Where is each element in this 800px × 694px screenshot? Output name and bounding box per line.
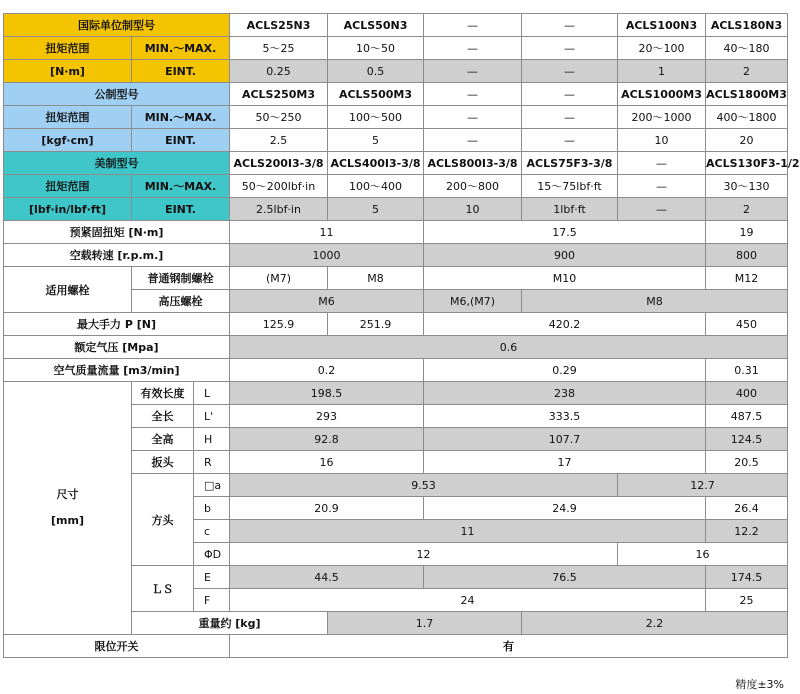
table-cell: 124.5 — [706, 428, 788, 451]
table-cell: 293 — [230, 405, 424, 428]
table-cell: 5 — [328, 129, 424, 152]
table-cell: 12.7 — [618, 474, 788, 497]
table-cell: 10 — [424, 198, 522, 221]
table-cell: 100～400 — [328, 175, 424, 198]
table-cell: 1000 — [230, 244, 424, 267]
table-cell: b — [194, 497, 230, 520]
table-cell: 50～250 — [230, 106, 328, 129]
table-cell: E — [194, 566, 230, 589]
table-cell: 10～50 — [328, 37, 424, 60]
table-cell: 重量约 [kg] — [132, 612, 328, 635]
table-row — [4, 37, 788, 60]
table-cell: 适用螺栓 — [4, 267, 132, 313]
table-cell: 12 — [230, 543, 618, 566]
table-cell: ACLS250M3 — [230, 83, 328, 106]
table-cell: 30～130 — [706, 175, 788, 198]
table-row — [4, 106, 788, 129]
table-cell: 11 — [230, 520, 706, 543]
table-cell: ACLS500M3 — [328, 83, 424, 106]
table-cell: 20～100 — [618, 37, 706, 60]
table-cell: ACLS400I3-3/8 — [328, 152, 424, 175]
table-cell: — — [424, 106, 522, 129]
table-cell: ACLS200I3-3/8 — [230, 152, 328, 175]
table-cell: — — [424, 14, 522, 37]
table-row — [4, 14, 788, 37]
table-cell: 24.9 — [424, 497, 706, 520]
table-cell: ACLS130F3-1/2 — [706, 152, 788, 175]
table-cell: 预紧固扭矩 [N·m] — [4, 221, 230, 244]
table-cell: L' — [194, 405, 230, 428]
table-cell: 1 — [618, 60, 706, 83]
table-row — [4, 244, 788, 267]
table-cell: M6,(M7) — [424, 290, 522, 313]
table-cell: 333.5 — [424, 405, 706, 428]
table-cell: 450 — [706, 313, 788, 336]
table-cell: EINT. — [132, 198, 230, 221]
table-cell: 扭矩范围 — [4, 175, 132, 198]
table-cell: M10 — [424, 267, 706, 290]
table-cell: 0.6 — [230, 336, 788, 359]
table-cell: [N·m] — [4, 60, 132, 83]
table-cell: ACLS1800M3 — [706, 83, 788, 106]
table-cell: 2 — [706, 60, 788, 83]
table-cell: 198.5 — [230, 382, 424, 405]
table-cell: c — [194, 520, 230, 543]
table-cell: R — [194, 451, 230, 474]
spec-table — [3, 13, 800, 658]
table-cell: 尺寸 [mm] — [4, 382, 132, 635]
table-cell: MIN.～MAX. — [132, 175, 230, 198]
table-cell: MIN.～MAX. — [132, 37, 230, 60]
table-cell: 800 — [706, 244, 788, 267]
table-cell: 方头 — [132, 474, 194, 566]
table-cell: 有效长度 — [132, 382, 194, 405]
table-cell: 5～25 — [230, 37, 328, 60]
table-cell: 19 — [706, 221, 788, 244]
table-cell: 10 — [618, 129, 706, 152]
table-cell: 174.5 — [706, 566, 788, 589]
table-cell: ＬＳ — [132, 566, 194, 612]
table-cell: 美制型号 — [4, 152, 230, 175]
table-cell: — — [424, 83, 522, 106]
table-cell: 最大手力 P [N] — [4, 313, 230, 336]
table-cell: (M7) — [230, 267, 328, 290]
table-cell: 16 — [230, 451, 424, 474]
table-cell: 238 — [424, 382, 706, 405]
table-cell: 1.7 — [328, 612, 522, 635]
table-cell: 限位开关 — [4, 635, 230, 658]
table-cell: 400～1800 — [706, 106, 788, 129]
table-cell: ACLS1000M3 — [618, 83, 706, 106]
table-cell: ACLS50N3 — [328, 14, 424, 37]
table-cell: — — [618, 198, 706, 221]
table-cell: 20.9 — [230, 497, 424, 520]
table-cell: 普通钢制螺栓 — [132, 267, 230, 290]
table-cell: 2 — [706, 198, 788, 221]
accuracy-footnote: 精度±3% — [735, 678, 784, 691]
table-cell: 76.5 — [424, 566, 706, 589]
table-cell: — — [522, 106, 618, 129]
table-cell: 26.4 — [706, 497, 788, 520]
table-cell: — — [618, 152, 706, 175]
table-cell: — — [424, 37, 522, 60]
table-cell: 0.29 — [424, 359, 706, 382]
table-cell: 12.2 — [706, 520, 788, 543]
table-cell: F — [194, 589, 230, 612]
spec-table-body — [4, 14, 800, 658]
table-cell: 200～1000 — [618, 106, 706, 129]
table-cell: 15～75lbf·ft — [522, 175, 618, 198]
table-row — [4, 635, 788, 658]
table-cell: 17.5 — [424, 221, 706, 244]
table-cell: 125.9 — [230, 313, 328, 336]
table-cell: — — [522, 83, 618, 106]
table-cell: 487.5 — [706, 405, 788, 428]
table-cell: — — [522, 37, 618, 60]
table-cell: ACLS180N3 — [706, 14, 788, 37]
table-cell: H — [194, 428, 230, 451]
table-row — [4, 382, 788, 405]
table-row — [4, 267, 788, 290]
table-cell: 40～180 — [706, 37, 788, 60]
table-cell: 16 — [618, 543, 788, 566]
table-cell: ACLS100N3 — [618, 14, 706, 37]
table-cell: 11 — [230, 221, 424, 244]
table-cell: 高压螺栓 — [132, 290, 230, 313]
table-cell: 全长 — [132, 405, 194, 428]
table-cell: 900 — [424, 244, 706, 267]
table-cell: 全高 — [132, 428, 194, 451]
table-cell: EINT. — [132, 129, 230, 152]
table-cell: 空气质量流量 [m3/min] — [4, 359, 230, 382]
table-cell: 2.5 — [230, 129, 328, 152]
table-cell: 251.9 — [328, 313, 424, 336]
table-cell: 1lbf·ft — [522, 198, 618, 221]
table-cell: 50～200lbf·in — [230, 175, 328, 198]
table-cell: 0.5 — [328, 60, 424, 83]
table-row — [4, 221, 788, 244]
table-row — [4, 60, 788, 83]
table-cell: 空载转速 [r.p.m.] — [4, 244, 230, 267]
table-cell: 额定气压 [Mpa] — [4, 336, 230, 359]
table-cell: 100～500 — [328, 106, 424, 129]
table-cell: 公制型号 — [4, 83, 230, 106]
table-cell: 400 — [706, 382, 788, 405]
table-row — [4, 129, 788, 152]
table-cell: EINT. — [132, 60, 230, 83]
table-cell: ACLS75F3-3/8 — [522, 152, 618, 175]
table-cell: [kgf·cm] — [4, 129, 132, 152]
table-cell: MIN.～MAX. — [132, 106, 230, 129]
table-row — [4, 152, 788, 175]
table-cell: — — [522, 60, 618, 83]
table-cell: 扳头 — [132, 451, 194, 474]
table-cell: 20 — [706, 129, 788, 152]
table-row — [4, 83, 788, 106]
table-cell: 24 — [230, 589, 706, 612]
table-cell: ACLS800I3-3/8 — [424, 152, 522, 175]
table-cell: M12 — [706, 267, 788, 290]
table-cell: 44.5 — [230, 566, 424, 589]
table-cell: 扭矩范围 — [4, 106, 132, 129]
table-cell: 2.2 — [522, 612, 788, 635]
table-cell: 17 — [424, 451, 706, 474]
table-cell: □a — [194, 474, 230, 497]
table-row — [4, 175, 788, 198]
table-cell: — — [618, 175, 706, 198]
table-cell: 200～800 — [424, 175, 522, 198]
table-cell: ΦD — [194, 543, 230, 566]
table-cell: 0.2 — [230, 359, 424, 382]
table-cell: [lbf·in/lbf·ft] — [4, 198, 132, 221]
table-row — [4, 198, 788, 221]
table-cell: 国际单位制型号 — [4, 14, 230, 37]
table-cell: 107.7 — [424, 428, 706, 451]
table-cell: M8 — [328, 267, 424, 290]
table-cell: M8 — [522, 290, 788, 313]
table-cell: 有 — [230, 635, 788, 658]
table-cell: ACLS25N3 — [230, 14, 328, 37]
table-cell: 0.25 — [230, 60, 328, 83]
table-cell: 扭矩范围 — [4, 37, 132, 60]
table-cell: — — [522, 129, 618, 152]
table-cell: 92.8 — [230, 428, 424, 451]
table-cell: 20.5 — [706, 451, 788, 474]
table-row — [4, 336, 788, 359]
table-cell: 25 — [706, 589, 788, 612]
table-cell: 9.53 — [230, 474, 618, 497]
table-cell: 2.5lbf·in — [230, 198, 328, 221]
table-cell: L — [194, 382, 230, 405]
table-cell: — — [424, 60, 522, 83]
table-cell: — — [522, 14, 618, 37]
table-row — [4, 359, 788, 382]
table-cell: 0.31 — [706, 359, 788, 382]
table-row — [4, 313, 788, 336]
table-cell: 5 — [328, 198, 424, 221]
table-cell: 420.2 — [424, 313, 706, 336]
table-cell: M6 — [230, 290, 424, 313]
table-cell: — — [424, 129, 522, 152]
